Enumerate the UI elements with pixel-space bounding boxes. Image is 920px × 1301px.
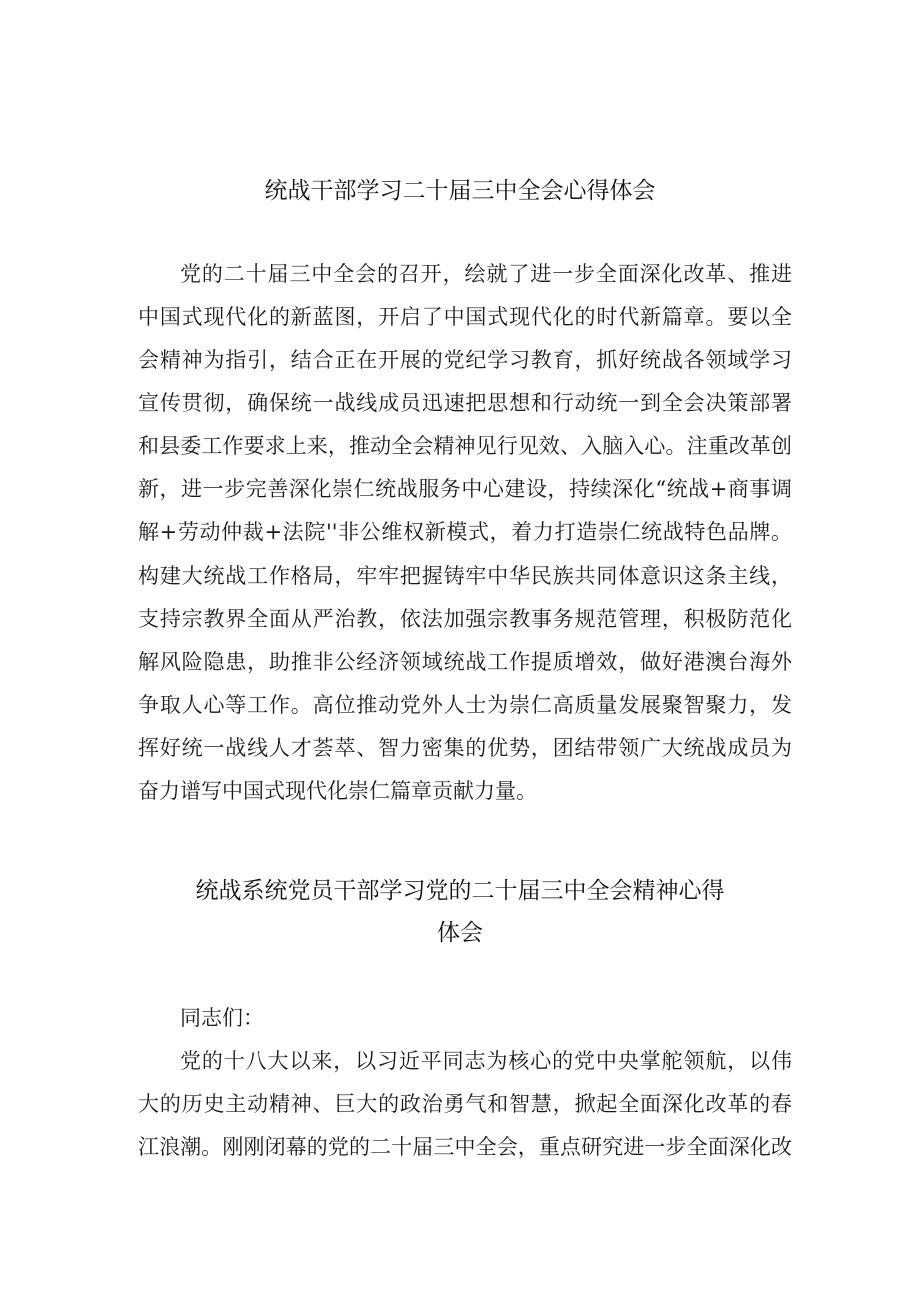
article1-line: 支持宗教界全面从严治教，依法加强宗教事务规范管理，积极防范化 — [138, 607, 792, 631]
article1-line: 解+劳动仲裁+法院''非公维权新模式，着力打造崇仁统战特色品牌。 — [138, 520, 792, 544]
article1-line: 挥好统一战线人才荟萃、智力密集的优势，团结带领广大统战成员为 — [138, 736, 792, 760]
article1-line: 争取人心等工作。高位推动党外人士为崇仁高质量发展聚智聚力，发 — [138, 693, 792, 717]
article1-line: 解风险隐患，助推非公经济领域统战工作提质增效，做好港澳台海外 — [138, 650, 792, 674]
article2-title-line2: 体会 — [437, 920, 483, 946]
article2-line: 大的历史主动精神、巨大的政治勇气和智慧，掀起全面深化改革的春 — [138, 1092, 792, 1116]
article1-line: 和县委工作要求上来，推动全会精神见行见效、入脑入心。注重改革创 — [138, 434, 792, 458]
article2-title-line1: 统战系统党员干部学习党的二十届三中全会精神心得 — [195, 878, 725, 904]
article1-line: 奋力谱写中国式现代化崇仁篇章贡献力量。 — [138, 779, 537, 803]
article1-line: 新，进一步完善深化崇仁统战服务中心建设，持续深化“统战+商事调 — [138, 477, 792, 501]
article1-title: 统战干部学习二十届三中全会心得体会 — [264, 178, 656, 204]
article1-line: 党的二十届三中全会的召开，绘就了进一步全面深化改革、推进 — [180, 262, 792, 286]
article2-line: 江浪潮。刚刚闭幕的党的二十届三中全会，重点研究进一步全面深化改 — [138, 1135, 792, 1159]
article2-salutation: 同志们： — [180, 1006, 264, 1030]
article2-line: 党的十八大以来，以习近平同志为核心的党中央掌舵领航，以伟 — [180, 1049, 792, 1073]
article1-line: 会精神为指引，结合正在开展的党纪学习教育，抓好统战各领域学习 — [138, 348, 792, 372]
article1-line: 构建大统战工作格局，牢牢把握铸牢中华民族共同体意识这条主线， — [138, 564, 792, 588]
article1-line: 宣传贯彻，确保统一战线成员迅速把思想和行动统一到全会决策部署 — [138, 391, 792, 415]
article1-line: 中国式现代化的新蓝图，开启了中国式现代化的时代新篇章。要以全 — [138, 305, 792, 329]
